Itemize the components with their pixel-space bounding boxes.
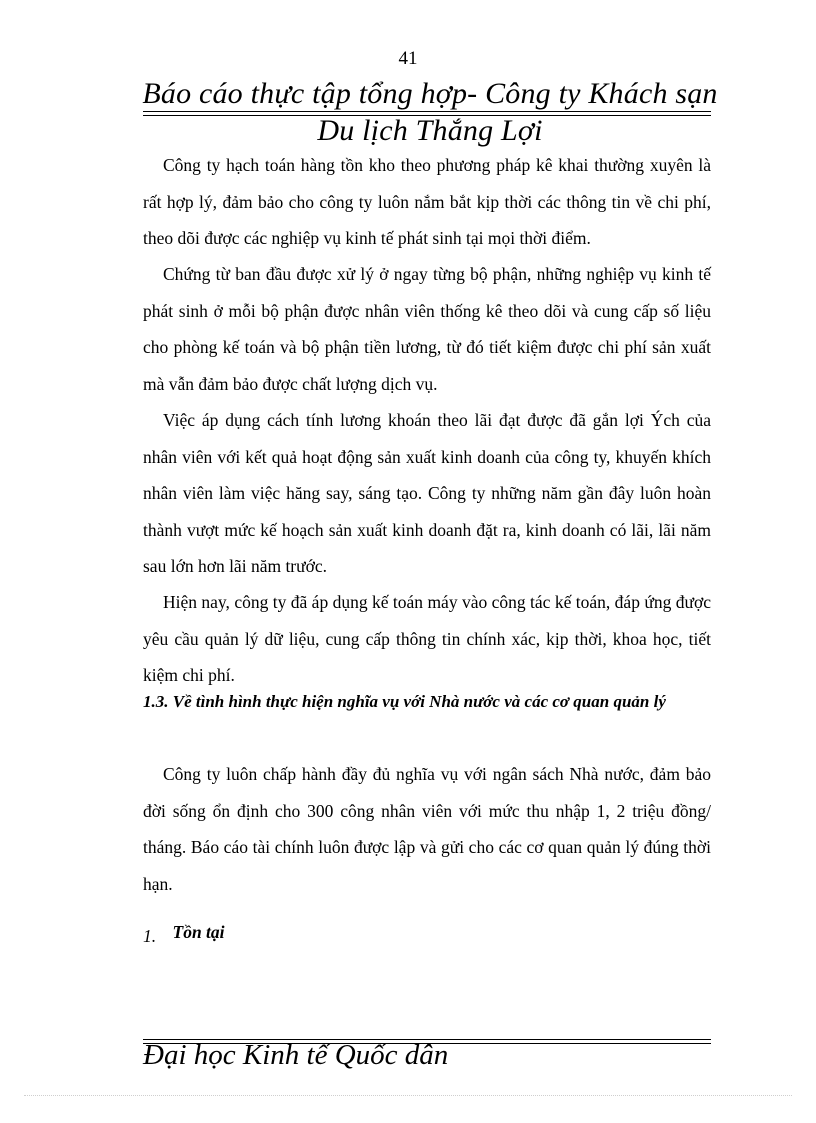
subheading-title: Tồn tại <box>172 922 225 942</box>
header-title-line-2: Du lịch Thắng Lợi <box>317 114 543 147</box>
footer-text: Đại học Kinh tế Quốc dân <box>143 1039 449 1071</box>
paragraph-inventory: Công ty hạch toán hàng tồn kho theo phương pháp kê khai thường xuyên là rất hợp lý, đảm bảo cho công ty luôn nắm bắt kịp thời các thông tin về chi phí, theo dõi được các nghiệp vụ kinh tế phát sinh tại mọi thời điểm. <box>143 155 711 248</box>
paragraph-obligations: Công ty luôn chấp hành đầy đủ nghĩa vụ với ngân sách Nhà nước, đảm bảo đời sống ổn định cho 300 công nhân viên với mức thu nhập 1, 2 triệu đồng/ tháng. Báo cáo tài chính luôn được lập và gửi cho các cơ quan quản lý đúng thời hạn. <box>143 764 711 894</box>
page-number: 41 <box>398 48 418 69</box>
section-heading: 1.3. Về tình hình thực hiện nghĩa vụ với Nhà nước và các cơ quan quản lý <box>143 692 666 711</box>
header-title-line-1: Báo cáo thực tập tổng hợp- Công ty Khách sạn <box>142 77 718 110</box>
subheading <box>143 922 225 947</box>
page-bottom-divider <box>24 1095 792 1096</box>
paragraph-accounting-software: Hiện nay, công ty đã áp dụng kế toán máy vào công tác kế toán, đáp ứng được yêu cầu quản lý dữ liệu, cung cấp thông tin chính xác, kịp thời, khoa học, tiết kiệm chi phí. <box>143 592 711 685</box>
paragraph-documents: Chứng từ ban đầu được xử lý ở ngay từng bộ phận, những nghiệp vụ kinh tế phát sinh ở mỗi bộ phận được nhân viên thống kê theo dõi và cung cấp số liệu cho phòng kế toán và bộ phận tiền lương, từ đó tiết kiệm được chi phí sản xuất mà vẫn đảm bảo được chất lượng dịch vụ. <box>143 264 711 394</box>
paragraph-salary: Việc áp dụng cách tính lương khoán theo lãi đạt được đã gắn lợi Ých của nhân viên với kết quả hoạt động sản xuất kinh doanh của công ty, khuyến khích nhân viên làm việc hăng say, sáng tạo. Công ty những năm gần đây luôn hoàn thành vượt mức kế hoạch sản xuất kinh doanh đặt ra, kinh doanh có lãi, lãi năm sau lớn hơn lãi năm trước. <box>143 410 711 576</box>
subheading-number: 1. <box>143 926 157 946</box>
header-rule-top <box>143 111 711 112</box>
